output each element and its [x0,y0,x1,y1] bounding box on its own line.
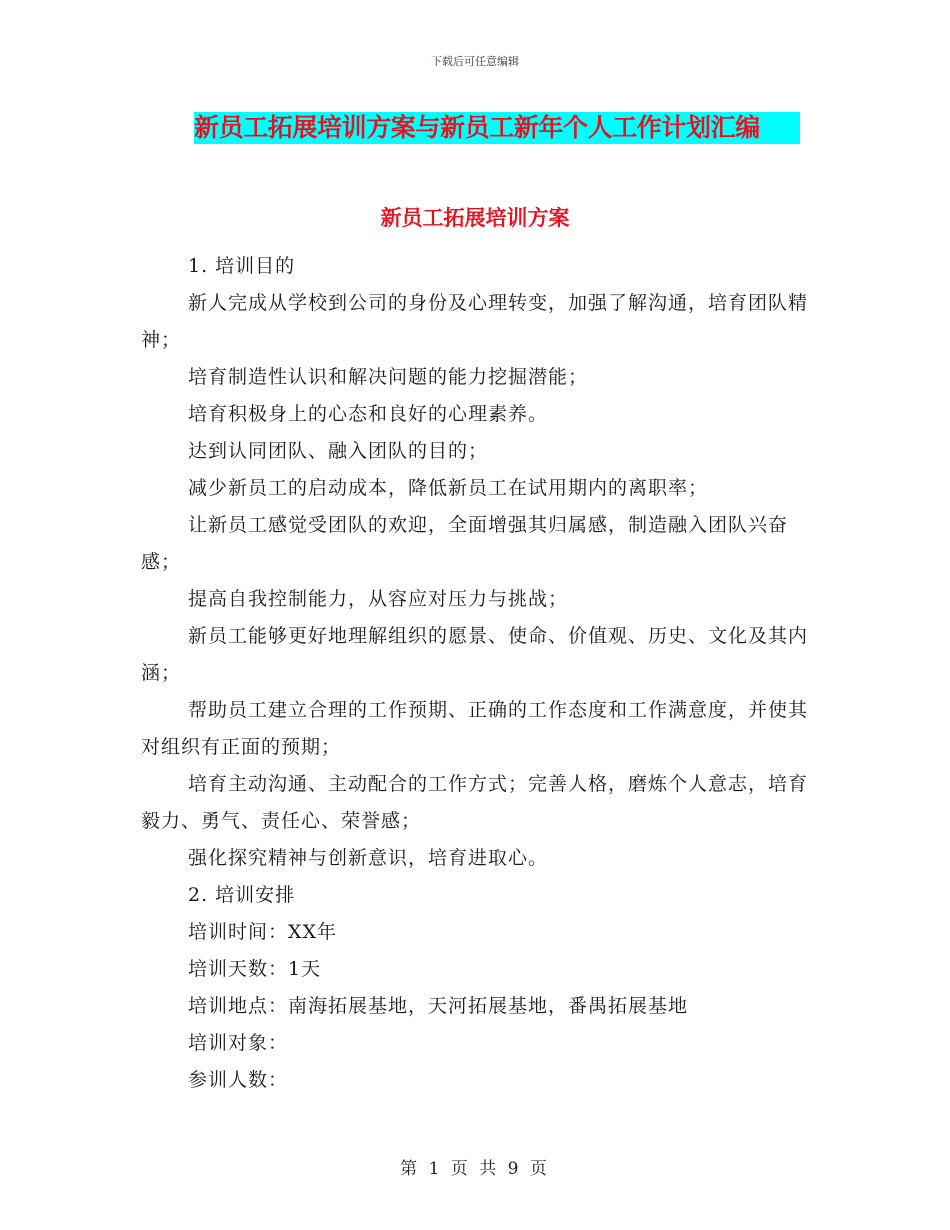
paragraph: 帮助员工建立合理的工作预期、正确的工作态度和工作满意度，并使其对组织有正面的预期； [141,699,809,758]
document-body [141,248,811,1099]
paragraph: 参训人数： [188,1069,289,1091]
paragraph: 培训天数：1天 [188,958,322,980]
paragraph: 1. 培训目的 [188,255,296,277]
paragraph: 培育主动沟通、主动配合的工作方式；完善人格，磨炼个人意志，培育毅力、勇气、责任心、荣誉感； [141,773,809,832]
document-title: 新员工拓展培训方案与新员工新年个人工作计划汇编 [194,112,800,144]
paragraph: 2. 培训安排 [188,884,296,906]
paragraph: 减少新员工的启动成本，降低新员工在试用期内的离职率； [188,477,709,499]
paragraph: 让新员工感觉受团队的欢迎，全面增强其归属感，制造融入团队兴奋感； [141,514,789,573]
section-title: 新员工拓展培训方案 [380,206,570,230]
header-note: 下载后可任意编辑 [431,55,519,68]
paragraph: 培育积极身上的心态和良好的心理素养。 [188,403,549,425]
page-number-footer: 第 1 页 共 9 页 [400,1159,550,1179]
paragraph: 培训地点：南海拓展基地，天河拓展基地，番禺拓展基地 [188,995,689,1017]
paragraph: 强化探究精神与创新意识，培育进取心。 [188,847,549,869]
paragraph: 提高自我控制能力，从容应对压力与挑战； [188,588,569,610]
paragraph: 培训对象： [188,1032,289,1054]
paragraph: 新员工能够更好地理解组织的愿景、使命、价值观、历史、文化及其内涵； [141,625,809,684]
paragraph: 培训时间：XX年 [188,921,338,943]
paragraph: 新人完成从学校到公司的身份及心理转变，加强了解沟通，培育团队精神； [141,292,809,351]
paragraph: 达到认同团队、融入团队的目的； [188,440,489,462]
paragraph: 培育制造性认识和解决问题的能力挖掘潜能； [188,366,589,388]
